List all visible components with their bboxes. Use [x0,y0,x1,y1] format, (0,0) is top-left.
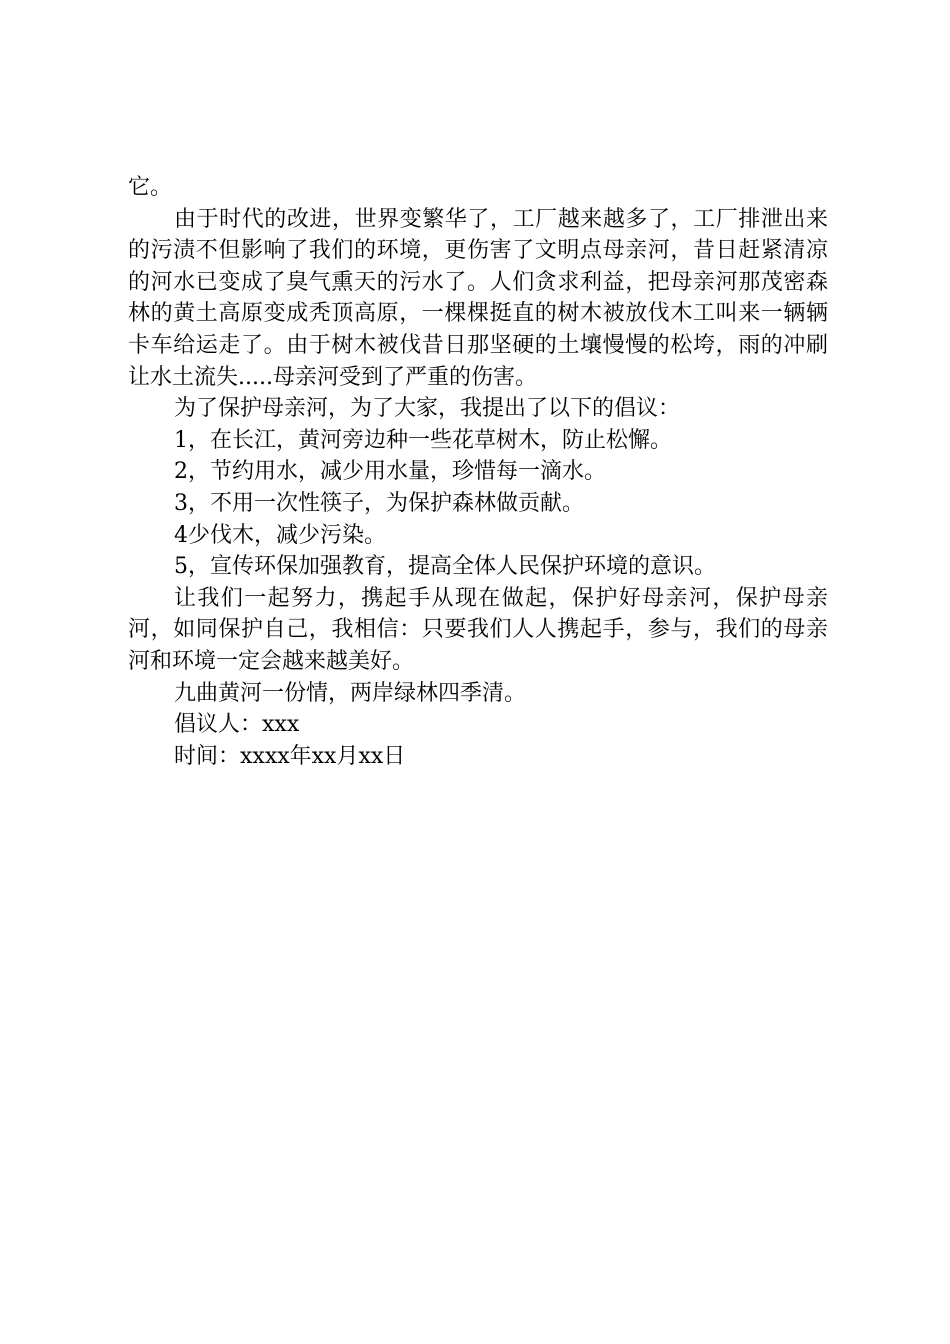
proposal-item-5: 5，宣传环保加强教育，提高全体人民保护环境的意识。 [174,554,716,580]
proposal-item-1: 1，在长江，黄河旁边种一些花草树木，防止松懈。 [174,427,672,453]
paragraph-slogan: 九曲黄河一份情，两岸绿林四季清。 [174,680,527,706]
proposer-line: 倡议人：xxx [174,712,300,738]
proposal-item-3: 3，不用一次性筷子，为保护森林做贡献。 [174,490,584,516]
proposal-item-2: 2，节约用水，减少用水量，珍惜每一滴水。 [174,459,606,485]
paragraph-call-to-action: 让我们一起努力，携起手从现在做起，保护好母亲河，保护母亲河，如同保护自己，我相信：只要我们人人携起手，参与，我们的母亲河和环境一定会越来越美好。 [128,585,828,674]
paragraph-proposal-intro: 为了保护母亲河，为了大家，我提出了以下的倡议： [174,396,681,422]
date-line: 时间：xxxx年xx月xx日 [174,743,406,769]
document-body [128,172,828,772]
paragraph-pollution: 由于时代的改进，世界变繁华了，工厂越来越多了，工厂排泄出来的污渍不但影响了我们的环境，更伤害了文明点母亲河，昔日赶紧清凉的河水已变成了臭气熏天的污水了。人们贪求利益，把母亲河那茂密森林的黄土高原变成秃顶高原，一棵棵挺直的树木被放伐木工叫来一辆辆卡车给运走了。由于树木被伐昔日那坚硬的土壤慢慢的松垮，雨的冲刷让水土流失.....母亲河受到了严重的伤害。 [128,206,828,390]
paragraph-continuation: 它。 [128,175,173,200]
proposal-item-4: 4少伐木，减少污染。 [174,522,386,548]
